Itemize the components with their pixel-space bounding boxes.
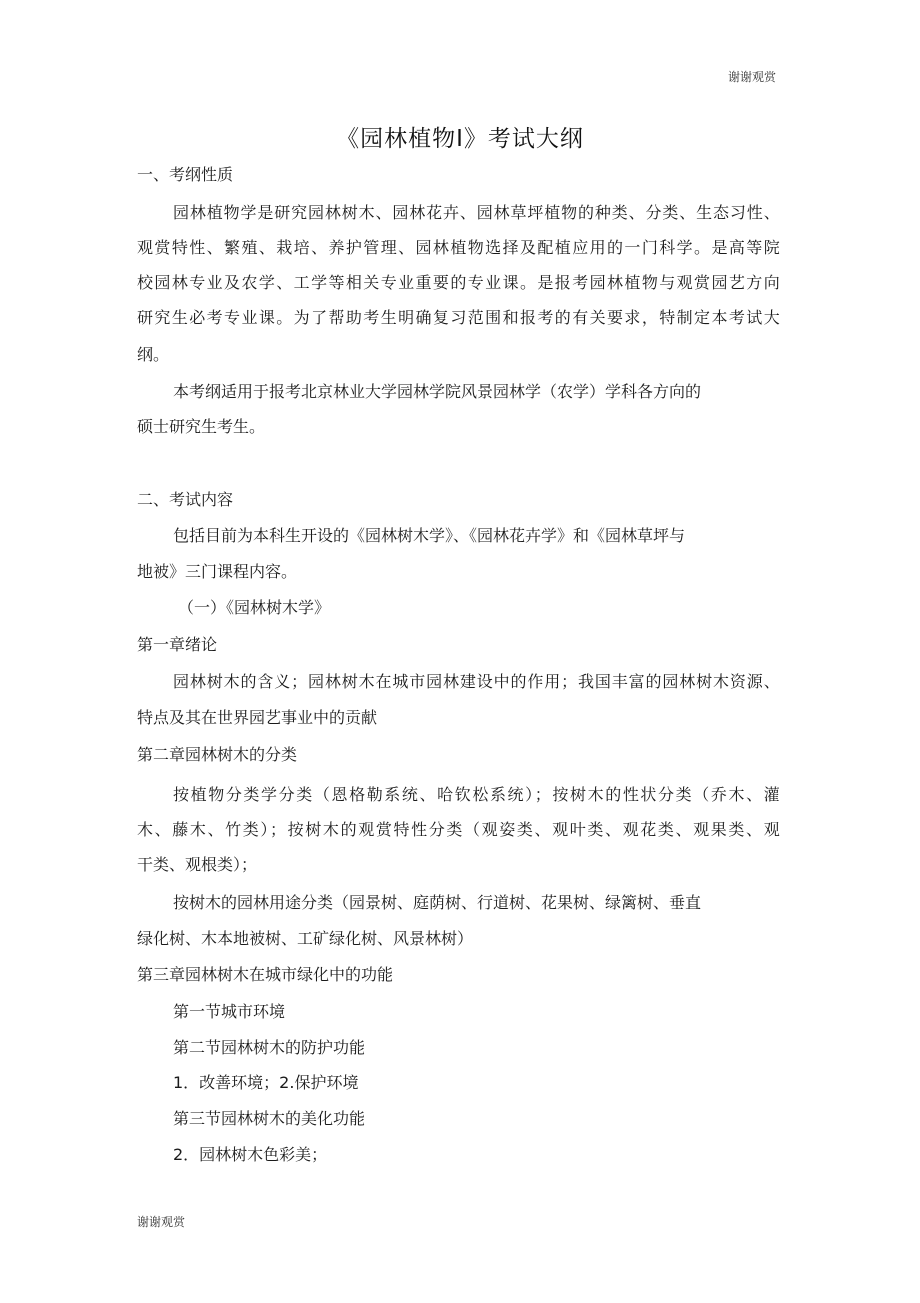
chapter-heading: 第三章园林树木在城市绿化中的功能 (137, 965, 394, 984)
paragraph-line: 按树木的园林用途分类（园景树、庭荫树、行道树、花果树、绿篱树、垂直 (173, 893, 702, 912)
paragraph-line: 木、藤木、竹类）；按树木的观赏特性分类（观姿类、观叶类、观花类、观果类、观 (137, 820, 780, 839)
chapter-heading: 第一章绪论 (137, 635, 218, 654)
paragraph-line: 包括目前为本科生开设的《园林树木学》、《园林花卉学》和《园林草坪与 (173, 526, 686, 545)
section-title: 第三节园林树木的美化功能 (173, 1109, 366, 1128)
section-heading: 一、考纲性质 (137, 165, 234, 184)
paragraph-line: 研究生必考专业课。为了帮助考生明确复习范围和报考的有关要求，特制定本考试大 (137, 308, 780, 327)
paragraph-line: 园林植物学是研究园林树木、园林花卉、园林草坪植物的种类、分类、生态习性、 (173, 203, 780, 222)
paragraph-line: 硕士研究生考生。 (137, 417, 266, 436)
list-item: 2．园林树木色彩美； (173, 1145, 328, 1164)
header-note: 谢谢观赏 (727, 70, 776, 84)
section-title: 第二节园林树木的防护功能 (173, 1038, 366, 1057)
chapter-heading: 第二章园林树木的分类 (137, 745, 298, 764)
page-title: 《园林植物Ⅰ》考试大纲 (336, 126, 584, 152)
list-item: 1．改善环境；2.保护环境 (173, 1073, 359, 1092)
paragraph-line: 纲。 (137, 345, 170, 364)
paragraph-line: 干类、观根类）； (137, 855, 258, 874)
paragraph-line: 绿化树、木本地被树、工矿绿化树、风景林树） (137, 929, 474, 948)
paragraph-line: 校园林专业及农学、工学等相关专业重要的专业课。是报考园林植物与观赏园艺方向 (137, 273, 780, 292)
paragraph-line: 观赏特性、繁殖、栽培、养护管理、园林植物选择及配植应用的一门科学。是高等院 (137, 238, 780, 257)
paragraph-line: 本考纲适用于报考北京林业大学园林学院风景园林学（农学）学科各方向的 (173, 382, 702, 401)
paragraph-line: 园林树木的含义；园林树木在城市园林建设中的作用；我国丰富的园林树木资源、 (173, 672, 780, 691)
paragraph-line: 特点及其在世界园艺事业中的贡献 (137, 708, 378, 727)
subsection-heading: （一）《园林树木学》 (178, 598, 331, 617)
paragraph-line: 地被》三门课程内容。 (137, 562, 298, 581)
footer-note: 谢谢观赏 (137, 1215, 186, 1229)
paragraph-line: 按植物分类学分类（恩格勒系统、哈钦松系统）；按树木的性状分类（乔木、灌 (173, 785, 780, 804)
section-title: 第一节城市环境 (173, 1002, 286, 1021)
section-heading: 二、考试内容 (137, 490, 234, 509)
